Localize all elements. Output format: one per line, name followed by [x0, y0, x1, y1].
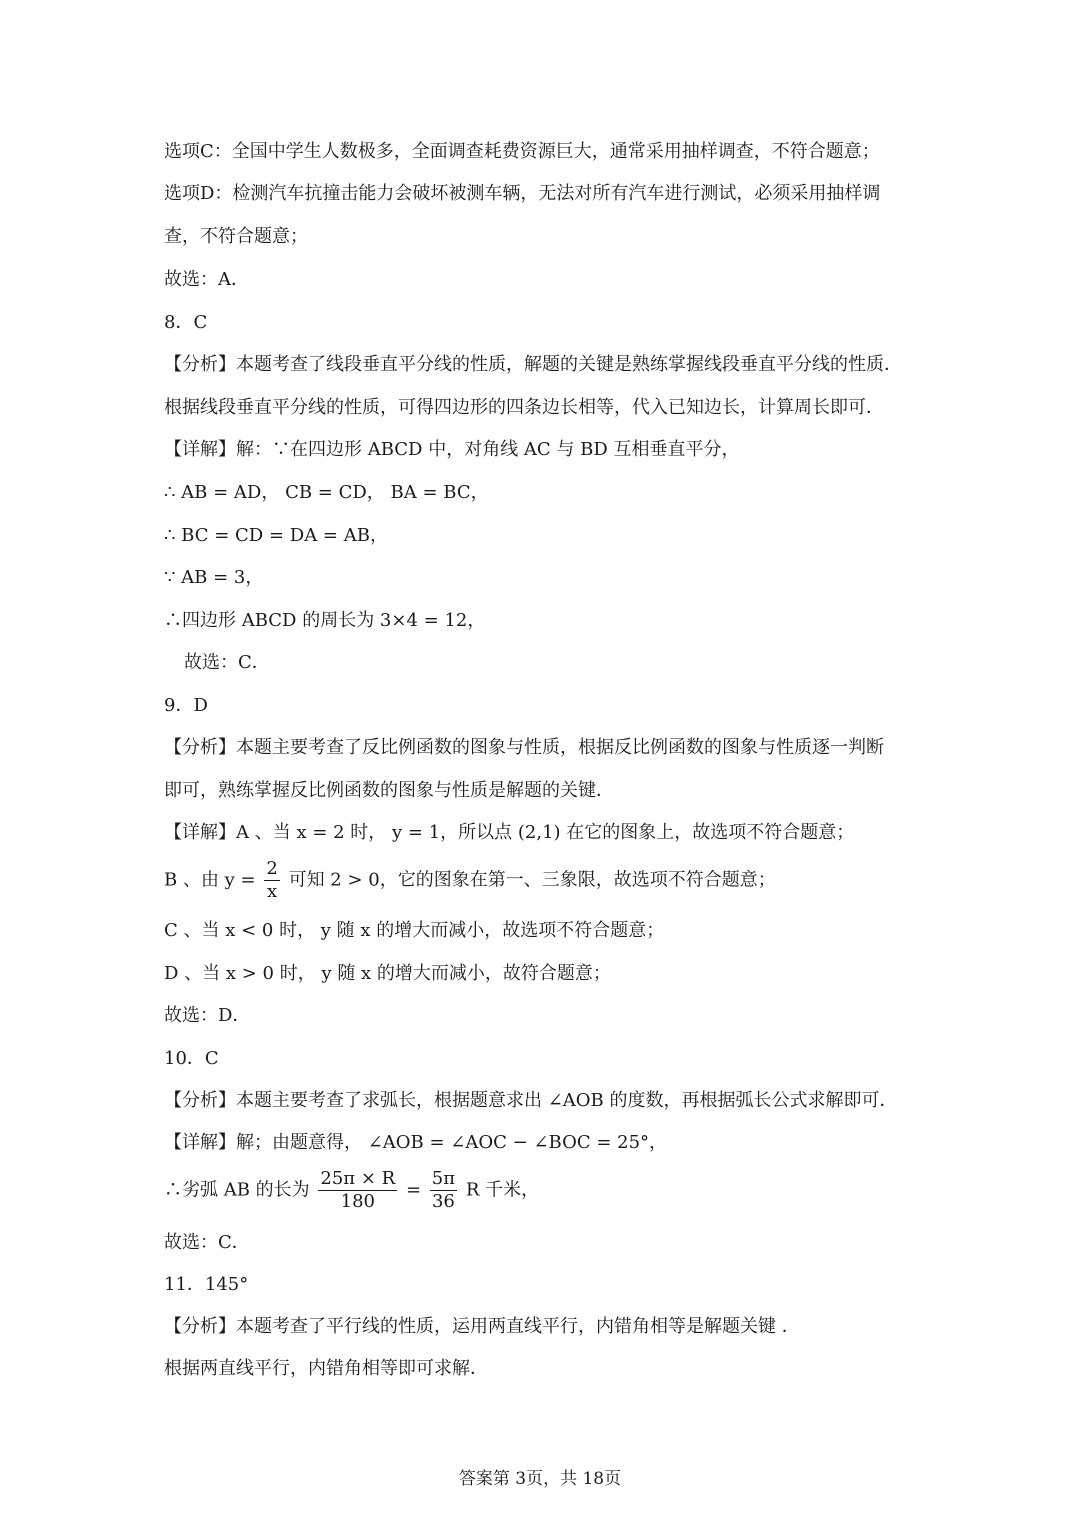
fraction-line-arc — [164, 1168, 539, 1213]
text-line: C 、当 x < 0 时， y 随 x 的增大而减小，故选项不符合题意； — [164, 920, 665, 941]
text-line: 故选：A． — [164, 269, 249, 290]
fraction-numerator: 25π × R — [320, 1168, 396, 1189]
text-line: 【详解】解；由题意得， ∠AOB = ∠AOC − ∠BOC = 25°， — [164, 1132, 668, 1153]
text-line: 【分析】本题考查了平行线的性质，运用两直线平行，内错角相等是解题关键 ． — [164, 1316, 800, 1337]
line-b-suffix: 可知 2 > 0，它的图象在第一、三象限，故选项不符合题意； — [288, 869, 776, 891]
question-number: 10．C — [164, 1048, 219, 1069]
fraction-numerator: 5π — [431, 1168, 456, 1189]
text-line: 即可，熟练掌握反比例函数的图象与性质是解题的关键． — [164, 780, 614, 801]
fraction-numerator: 2 — [266, 858, 278, 879]
arc-suffix: R 千米， — [465, 1179, 540, 1201]
text-line: D 、当 x > 0 时， y 随 x 的增大而减小，故符合题意； — [164, 963, 611, 984]
line-b-prefix: B 、由 y = — [164, 869, 256, 891]
text-line: 故选：C． — [184, 652, 270, 673]
question-number: 9．D — [164, 695, 208, 716]
text-line: 故选：C． — [164, 1232, 250, 1253]
text-line: 根据两直线平行，内错角相等即可求解． — [164, 1358, 488, 1379]
question-number: 11．145° — [164, 1274, 249, 1295]
fraction — [430, 1168, 457, 1213]
fraction-denominator: 36 — [431, 1191, 455, 1212]
text-line: 根据线段垂直平分线的性质，可得四边形的四条边长相等，代入已知边长，计算周长即可． — [164, 397, 884, 418]
text-line: ∴ AB = AD， CB = CD， BA = BC， — [164, 482, 489, 503]
equals-sign: = — [405, 1179, 422, 1201]
text-line: 查，不符合题意； — [164, 226, 308, 247]
text-line: 选项C：全国中学生人数极多，全面调查耗费资源巨大，通常采用抽样调查，不符合题意； — [164, 141, 880, 162]
fraction — [264, 858, 279, 903]
text-line: 【分析】本题主要考查了求弧长，根据题意求出 ∠AOB 的度数，再根据弧长公式求解即可． — [164, 1090, 898, 1111]
text-line: 【分析】本题主要考查了反比例函数的图象与性质，根据反比例函数的图象与性质逐一判断 — [164, 737, 884, 758]
question-number: 8．C — [164, 312, 208, 333]
page-footer: 答案第 3页，共 18页 — [458, 1469, 622, 1489]
arc-prefix: ∴劣弧 AB 的长为 — [164, 1179, 310, 1201]
fraction — [318, 1168, 397, 1213]
text-line: 【详解】A 、当 x = 2 时， y = 1，所以点 (2,1) 在它的图象上，故选项不符合题意； — [164, 822, 855, 843]
text-line: ∴ BC = CD = DA = AB， — [164, 525, 388, 546]
fraction-line-b — [164, 858, 776, 903]
text-line: 选项D：检测汽车抗撞击能力会破坏被测车辆，无法对所有汽车进行测试，必须采用抽样调 — [164, 183, 881, 204]
text-line: ∴四边形 ABCD 的周长为 3×4 = 12， — [164, 610, 486, 631]
text-line: 【分析】本题考查了线段垂直平分线的性质，解题的关键是熟练掌握线段垂直平分线的性质． — [164, 354, 902, 375]
text-line: ∵ AB = 3， — [164, 567, 264, 588]
text-line: 故选：D． — [164, 1005, 251, 1026]
fraction-denominator: 180 — [340, 1191, 375, 1212]
fraction-denominator: x — [267, 881, 278, 902]
text-line: 【详解】解：∵在四边形 ABCD 中，对角线 AC 与 BD 互相垂直平分， — [164, 439, 740, 460]
